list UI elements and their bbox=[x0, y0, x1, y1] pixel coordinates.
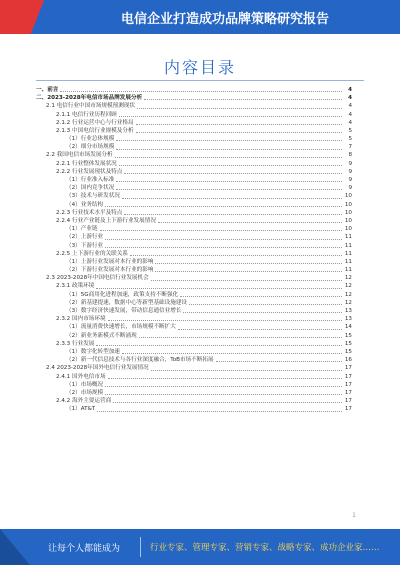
toc-entry-label: （2）新一代信息技术与各行业深度融合，ToB市场不断拓展 bbox=[66, 357, 214, 364]
toc-entry[interactable] bbox=[36, 127, 352, 135]
toc-leader-dots bbox=[119, 165, 342, 166]
toc-entry[interactable] bbox=[36, 250, 352, 258]
toc-entry-label: 2.3.2 国内市场环境 bbox=[56, 316, 106, 323]
toc-entry-page: 9 bbox=[348, 177, 352, 184]
toc-entry[interactable] bbox=[36, 111, 352, 119]
toc-entry-page: 5 bbox=[348, 136, 352, 143]
toc-entry-page: 17 bbox=[344, 381, 352, 388]
toc-leader-dots bbox=[108, 378, 342, 379]
toc-leader-dots bbox=[124, 173, 342, 174]
toc-entry-label: 2.1.3 中国电信行业规模及分析 bbox=[56, 127, 134, 134]
toc-entry[interactable] bbox=[36, 283, 352, 291]
toc-entry-page: 13 bbox=[344, 308, 352, 315]
toc-leader-dots bbox=[189, 304, 342, 305]
footer-corner-decoration bbox=[0, 529, 30, 565]
toc-entry-label: 2.4 2023-2028年国外电信行业发展情况 bbox=[46, 365, 149, 372]
toc-entry-page: 15 bbox=[344, 332, 352, 339]
toc-leader-dots bbox=[96, 345, 342, 346]
toc-entry-label: （1）数字化转型加速 bbox=[66, 348, 120, 355]
toc-entry-label: 2.3.3 行业发展 bbox=[56, 340, 95, 347]
toc-entry[interactable] bbox=[36, 102, 352, 110]
toc-entry-page: 4 bbox=[348, 111, 352, 118]
toc-entry-label: 2.2.2 行业发展现状及特点 bbox=[56, 168, 123, 175]
toc-leader-dots bbox=[178, 329, 342, 330]
toc-entry-page: 16 bbox=[344, 357, 352, 364]
toc-entry-page: 17 bbox=[344, 398, 352, 405]
toc-entry[interactable] bbox=[36, 184, 352, 192]
toc-entry-label: 2.1.2 行业运营中心与行业格局 bbox=[56, 119, 134, 126]
toc-leader-dots bbox=[136, 132, 342, 133]
toc-entry[interactable] bbox=[36, 160, 352, 168]
footer-tagline: 行业专家、管理专家、营销专家、战略专家、成功企业家…… bbox=[150, 543, 380, 553]
toc-entry-label: （2）新基建提速，数据中心等新型基础设施建设 bbox=[66, 299, 188, 306]
toc-entry-page: 10 bbox=[344, 217, 352, 224]
toc-entry-label: （1）产业链 bbox=[66, 226, 98, 233]
toc-entry[interactable] bbox=[36, 274, 352, 282]
footer-separator bbox=[140, 537, 141, 557]
toc-leader-dots bbox=[105, 394, 342, 395]
toc-leader-dots bbox=[144, 99, 342, 100]
toc-entry-label: 2.2.4 行业产业链及上下游行业发展情况 bbox=[56, 217, 156, 224]
toc-entry-label: 二、2023-2028年电信市场品牌发展分析 bbox=[36, 95, 143, 102]
toc-entry[interactable] bbox=[36, 291, 352, 299]
toc-entry-page: 4 bbox=[348, 86, 352, 93]
toc-leader-dots bbox=[105, 386, 342, 387]
footer-bar bbox=[0, 529, 400, 565]
toc-entry-page: 10 bbox=[344, 226, 352, 233]
toc-entry-page: 11 bbox=[344, 250, 352, 257]
toc-entry-label: 2.4.1 国外电信市场 bbox=[56, 373, 106, 380]
toc-entry[interactable] bbox=[36, 307, 352, 315]
logo-mark bbox=[0, 0, 44, 34]
toc-entry-page: 12 bbox=[344, 299, 352, 306]
toc-entry-page: 10 bbox=[344, 201, 352, 208]
toc-entry-label: （4）业务结构 bbox=[66, 201, 104, 208]
toc-entry[interactable] bbox=[36, 340, 352, 348]
toc-entry[interactable] bbox=[36, 356, 352, 364]
toc-leader-dots bbox=[122, 198, 342, 199]
toc-entry-page: 12 bbox=[344, 283, 352, 290]
toc-entry-label: （2）上游行业 bbox=[66, 234, 104, 241]
toc-entry-label: （1）5G商用化进程加速，政策支持不断强化 bbox=[66, 291, 179, 298]
toc-entry-label: （3）技术与研发状况 bbox=[66, 193, 120, 200]
toc-entry-page: 9 bbox=[348, 160, 352, 167]
footer-slogan: 让每个人都能成为 bbox=[48, 544, 121, 554]
toc-entry[interactable] bbox=[36, 233, 352, 241]
toc-leader-dots bbox=[130, 255, 342, 256]
toc-entry[interactable] bbox=[36, 168, 352, 176]
toc-leader-dots bbox=[119, 116, 342, 117]
toc-entry-label: 2.3.1 政策环境 bbox=[56, 283, 95, 290]
toc-heading: 内容目录 bbox=[163, 58, 236, 77]
toc-entry-page: 17 bbox=[344, 373, 352, 380]
toc-entry-page: 17 bbox=[344, 389, 352, 396]
toc-entry[interactable] bbox=[36, 225, 352, 233]
toc-leader-dots bbox=[96, 288, 342, 289]
toc-entry-label: （2）新业务新模式不断涌现 bbox=[66, 332, 137, 339]
toc-entry-label: （1）AT&T bbox=[66, 406, 96, 413]
toc-entry-page: 11 bbox=[344, 234, 352, 241]
toc-entry[interactable] bbox=[36, 152, 352, 160]
toc-leader-dots bbox=[97, 411, 342, 412]
toc-entry-label: （1）上游行业发展对本行业的影响 bbox=[66, 258, 154, 265]
toc-entry[interactable] bbox=[36, 192, 352, 200]
toc-entry-page: 4 bbox=[348, 95, 352, 102]
toc-entry-page: 4 bbox=[348, 119, 352, 126]
toc-entry-page: 15 bbox=[344, 348, 352, 355]
toc-entry[interactable] bbox=[36, 299, 352, 307]
toc-entry[interactable] bbox=[36, 266, 352, 274]
toc-leader-dots bbox=[113, 402, 342, 403]
toc-leader-dots bbox=[155, 271, 342, 272]
toc-leader-dots bbox=[116, 189, 342, 190]
toc-entry[interactable] bbox=[36, 381, 352, 389]
toc-leader-dots bbox=[137, 108, 342, 109]
toc-leader-dots bbox=[151, 280, 342, 281]
toc-entry-label: 2.1.1 电信行业历程回顾 bbox=[56, 111, 117, 118]
toc-entry-label: 2.2.5 上下游行业的关联关系 bbox=[56, 250, 128, 257]
toc-entry[interactable] bbox=[36, 258, 352, 266]
toc-entry[interactable] bbox=[36, 119, 352, 127]
toc-entry-page: 10 bbox=[344, 209, 352, 216]
toc-entry-page: 10 bbox=[344, 193, 352, 200]
toc-entry[interactable] bbox=[36, 332, 352, 340]
toc-leader-dots bbox=[216, 361, 342, 362]
toc-entry-label: 2.3 2023-2028年中国电信行业发展机会 bbox=[46, 275, 149, 282]
toc-entry[interactable] bbox=[36, 373, 352, 381]
toc-entry-label: （3）下游行业 bbox=[66, 242, 104, 249]
toc-entry[interactable] bbox=[36, 209, 352, 217]
toc-entry-label: 2.4.2 海外主要运营商 bbox=[56, 398, 112, 405]
toc-leader-dots bbox=[124, 214, 342, 215]
table-of-contents bbox=[36, 86, 352, 414]
toc-leader-dots bbox=[151, 370, 342, 371]
toc-entry-label: （3）数字经济快速发展，带动信息通信业增长 bbox=[66, 308, 182, 315]
toc-leader-dots bbox=[122, 353, 342, 354]
toc-entry-page: 17 bbox=[344, 406, 352, 413]
toc-entry[interactable] bbox=[36, 135, 352, 143]
toc-entry[interactable] bbox=[36, 201, 352, 209]
toc-entry[interactable] bbox=[36, 242, 352, 250]
report-title: 电信企业打造成功品牌策略研究报告 bbox=[120, 12, 329, 27]
toc-entry-label: （1）行业总体规模 bbox=[66, 136, 115, 143]
toc-entry-page: 9 bbox=[348, 168, 352, 175]
toc-leader-dots bbox=[105, 247, 342, 248]
toc-divider bbox=[36, 80, 364, 81]
toc-entry[interactable] bbox=[36, 94, 352, 102]
toc-entry-label: （2）国内竞争状况 bbox=[66, 185, 115, 192]
toc-entry-label: 2.1 电信行业中国市场规模预测现状 bbox=[46, 103, 135, 110]
toc-leader-dots bbox=[136, 124, 342, 125]
toc-entry-label: 2.2 我国电信市场发展分析 bbox=[46, 152, 113, 159]
toc-entry-page: 13 bbox=[344, 316, 352, 323]
toc-entry-page: 11 bbox=[344, 242, 352, 249]
toc-entry-page: 14 bbox=[344, 324, 352, 331]
toc-leader-dots bbox=[60, 91, 342, 92]
toc-leader-dots bbox=[108, 320, 342, 321]
toc-entry-label: 2.2.3 行业技术水平及特点 bbox=[56, 209, 123, 216]
toc-entry-label: （1）流量消费快速增长，市场规模不断扩大 bbox=[66, 324, 176, 331]
page-marker: 1 bbox=[352, 512, 356, 519]
toc-entry-label: （2）下游行业发展对本行业的影响 bbox=[66, 267, 154, 274]
toc-entry[interactable] bbox=[36, 397, 352, 405]
toc-entry[interactable] bbox=[36, 323, 352, 331]
toc-entry[interactable] bbox=[36, 364, 352, 372]
toc-entry-page: 8 bbox=[348, 152, 352, 159]
toc-entry-label: （2）细分市场规模 bbox=[66, 144, 115, 151]
toc-leader-dots bbox=[100, 230, 342, 231]
toc-entry-label: （2）市场规模 bbox=[66, 389, 104, 396]
toc-leader-dots bbox=[155, 263, 342, 264]
toc-entry-page: 17 bbox=[344, 365, 352, 372]
toc-entry-page: 7 bbox=[348, 144, 352, 151]
toc-leader-dots bbox=[105, 239, 342, 240]
toc-entry[interactable] bbox=[36, 315, 352, 323]
toc-leader-dots bbox=[139, 337, 342, 338]
toc-entry-label: （1）市场概况 bbox=[66, 381, 104, 388]
toc-entry[interactable] bbox=[36, 389, 352, 397]
toc-leader-dots bbox=[158, 222, 342, 223]
toc-leader-dots bbox=[115, 157, 342, 158]
toc-entry[interactable] bbox=[36, 143, 352, 151]
toc-entry-page: 12 bbox=[344, 291, 352, 298]
toc-entry-label: 2.2.1 行业整体发展状况 bbox=[56, 160, 117, 167]
toc-entry[interactable] bbox=[36, 348, 352, 356]
toc-entry-page: 11 bbox=[344, 267, 352, 274]
toc-entry-page: 11 bbox=[344, 258, 352, 265]
toc-entry[interactable] bbox=[36, 405, 352, 413]
toc-entry-label: （1）行业准入标准 bbox=[66, 177, 115, 184]
toc-entry[interactable] bbox=[36, 176, 352, 184]
toc-leader-dots bbox=[116, 149, 342, 150]
toc-leader-dots bbox=[180, 296, 342, 297]
toc-entry[interactable] bbox=[36, 217, 352, 225]
toc-leader-dots bbox=[183, 312, 342, 313]
toc-entry-page: 4 bbox=[348, 103, 352, 110]
toc-entry-page: 5 bbox=[348, 127, 352, 134]
toc-leader-dots bbox=[116, 181, 342, 182]
header-bar bbox=[0, 0, 400, 34]
toc-entry[interactable] bbox=[36, 86, 352, 94]
toc-entry-page: 12 bbox=[344, 275, 352, 282]
toc-leader-dots bbox=[105, 206, 342, 207]
toc-entry-label: 一、前言 bbox=[36, 86, 59, 93]
toc-leader-dots bbox=[116, 140, 342, 141]
toc-entry-page: 15 bbox=[344, 340, 352, 347]
toc-entry-page: 9 bbox=[348, 185, 352, 192]
